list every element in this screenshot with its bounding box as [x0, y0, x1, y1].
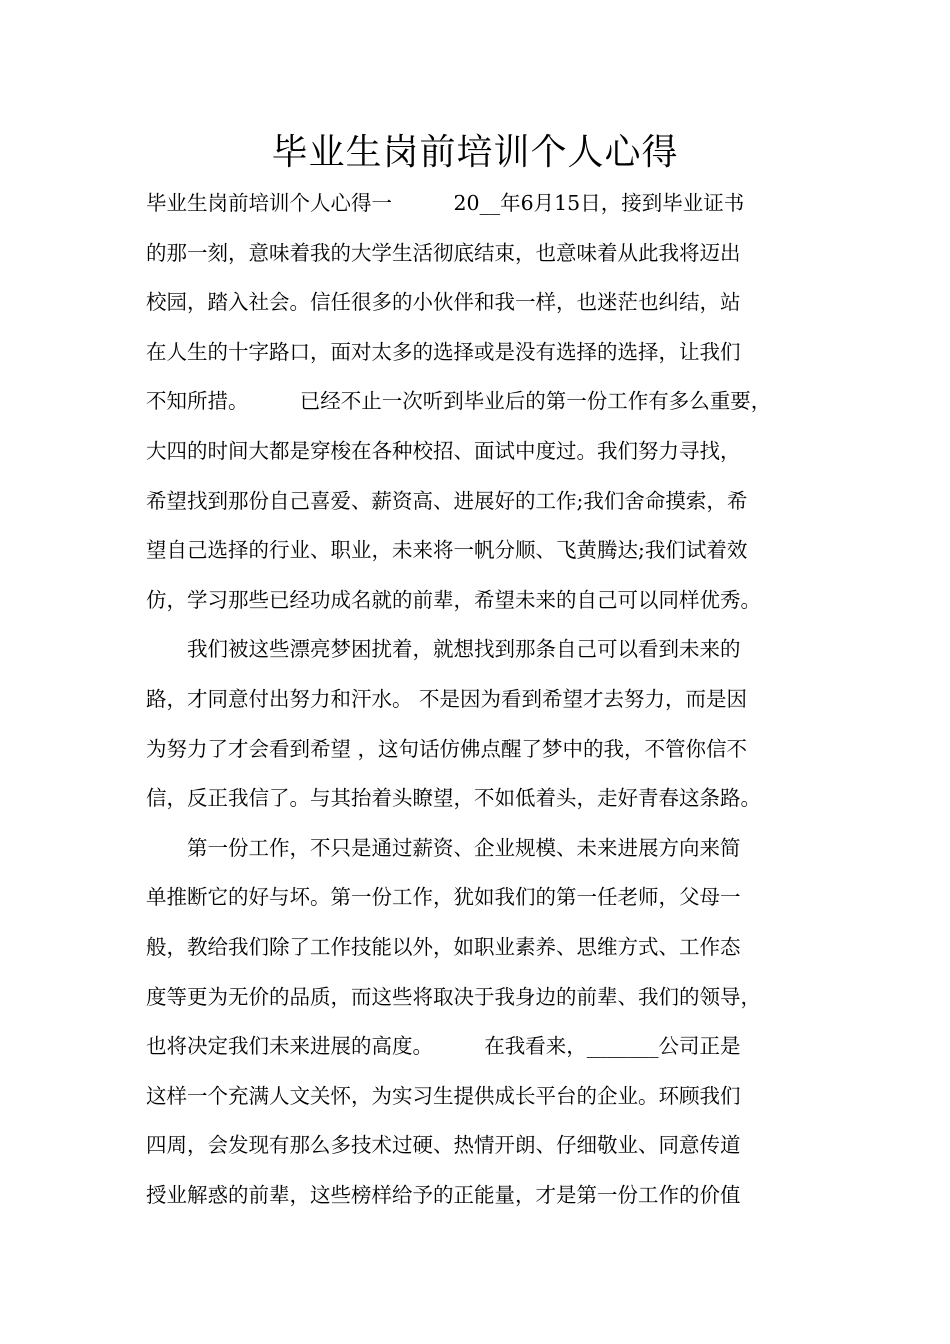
body-line: 授业解惑的前辈，这些榜样给予的正能量，才是第一份工作的价值: [146, 1182, 741, 1207]
body-line: 信，反正我信了。与其抬着头瞭望，不如低着头，走好青春这条路。: [146, 786, 761, 811]
body-line: 单推断它的好与坏。第一份工作，犹如我们的第一任老师，父母一: [146, 885, 741, 910]
body-line: 希望找到那份自己喜爱、薪资高、进展好的工作;我们舍命摸索，希: [146, 488, 748, 513]
body-line: 的那一刻，意味着我的大学生活彻底结束，也意味着从此我将迈出: [146, 240, 741, 265]
body-line: 大四的时间大都是穿梭在各种校招、面试中度过。我们努力寻找，: [146, 438, 741, 463]
body-line: 为努力了才会看到希望 ，这句话仿佛点醒了梦中的我，不管你信不: [146, 736, 748, 761]
body-line: 第一份工作，不只是通过薪资、企业规模、未来进展方向来简: [146, 835, 741, 860]
body-line: 这样一个充满人文关怀，为实习生提供成长平台的企业。环顾我们: [146, 1083, 741, 1108]
body-line: 般，教给我们除了工作技能以外，如职业素养、思维方式、工作态: [146, 934, 741, 959]
body-line: 度等更为无价的品质，而这些将取决于我身边的前辈、我们的领导，: [146, 984, 761, 1009]
body-line: 我们被这些漂亮梦困扰着，就想找到那条自己可以看到未来的: [146, 637, 741, 662]
body-line: 路，才同意付出努力和汗水。 不是因为看到希望才去努力，而是因: [146, 686, 748, 711]
document-title: 毕业生岗前培训个人心得: [271, 132, 679, 173]
body-line: 校园，踏入社会。信任很多的小伙伴和我一样，也迷茫也纠结，站: [146, 290, 741, 315]
body-line: 不知所措。 已经不止一次听到毕业后的第一份工作有多么重要，: [146, 389, 772, 414]
document-body: [146, 183, 826, 1224]
body-line: 四周，会发现有那么多技术过硬、热情开朗、仔细敬业、同意传道: [146, 1133, 741, 1158]
body-line: 也将决定我们未来进展的高度。 在我看来，_______公司正是: [146, 1034, 741, 1059]
body-line: 仿，学习那些已经功成名就的前辈，希望未来的自己可以同样优秀。: [146, 587, 761, 612]
body-line: 毕业生岗前培训个人心得一 20__年6月15日，接到毕业证书: [146, 191, 745, 215]
body-line: 在人生的十字路口，面对太多的选择或是没有选择的选择，让我们: [146, 339, 741, 364]
body-line: 望自己选择的行业、职业，未来将一帆分顺、飞黄腾达;我们试着效: [146, 538, 748, 563]
